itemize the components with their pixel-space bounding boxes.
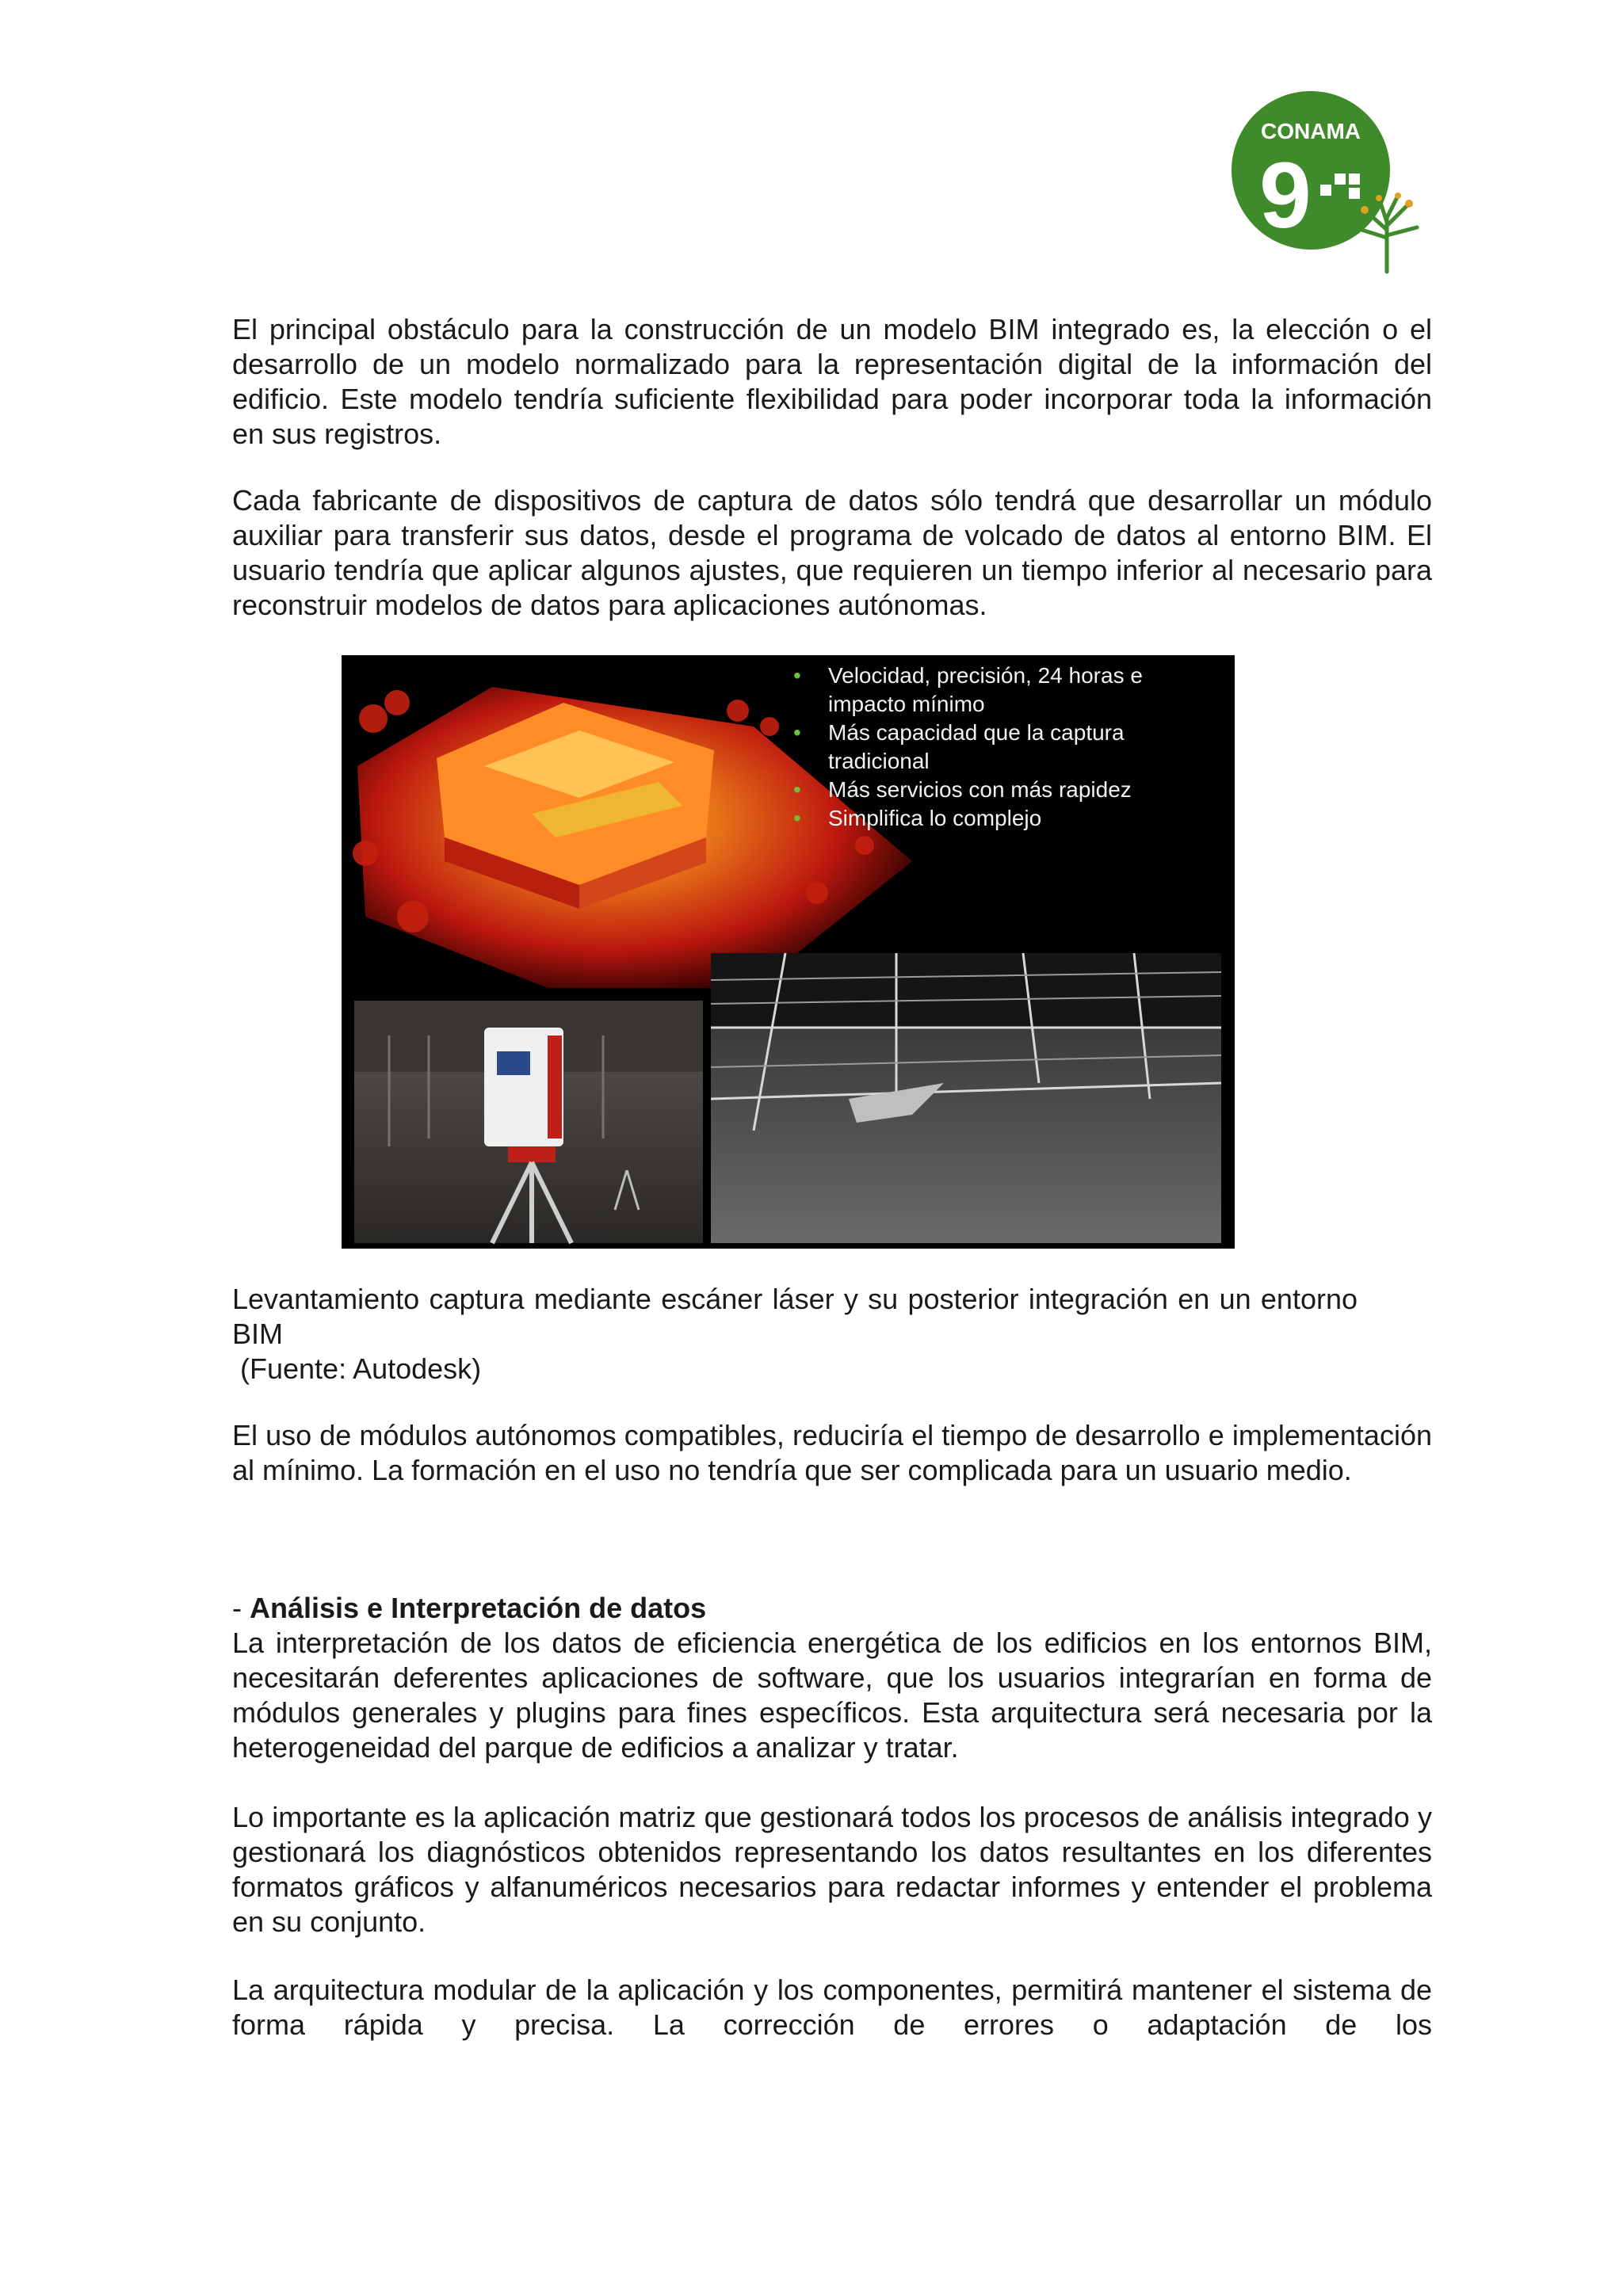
logo-number: 9 xyxy=(1259,143,1312,248)
logo-text: CONAMA xyxy=(1261,119,1361,143)
paragraph-text: La arquitectura modular de la aplicación y los componentes, permitirá mantener el sistema de forma rápida y precisa. La corrección de errores o adaptación de los xyxy=(232,1974,1432,2041)
paragraph-text: La interpretación de los datos de eficiencia energética de los edificios en los entornos BIM, necesitarán deferentes aplicaciones de software, que los usuarios integrarían en forma de módulos generales y plugins para fines específicos. Esta arquitectura será necesaria por la heterogeneidad del parque de edificios a analizar y tratar. xyxy=(232,1627,1432,1764)
paragraph-3 xyxy=(232,1418,1432,1488)
paragraph-2 xyxy=(232,483,1432,623)
paragraph-text: El principal obstáculo para la construcción de un modelo BIM integrado es, la elección o el desarrollo de un modelo normalizado para la representación digital de la información del edificio. Este modelo tendría suficiente flexibilidad para poder incorporar toda la información en sus registros. xyxy=(232,313,1432,450)
conama-logo xyxy=(1228,91,1434,281)
figure-bullet-list xyxy=(793,662,1205,833)
section-prefix: - xyxy=(232,1592,250,1624)
paragraph-text: El uso de módulos autónomos compatibles, reduciría el tiempo de desarrollo e implementación al mínimo. La formación en el uso no tendría que ser complicada para un usuario medio. xyxy=(232,1419,1432,1486)
paragraph-1 xyxy=(232,312,1432,452)
laser-scan-figure xyxy=(342,655,1235,1249)
section-title: Análisis e Interpretación de datos xyxy=(250,1592,707,1624)
figure-bullet: • Simplifica lo complejo xyxy=(793,804,1205,833)
paragraph-5 xyxy=(232,1800,1432,1939)
paragraph-text: Lo importante es la aplicación matriz que gestionará todos los procesos de análisis integrado y gestionará los diagnósticos obtenidos representando los datos resultantes en los diferentes formatos gráficos y alfanuméricos necesarios para redactar informes y entender el problema en su conjunto. xyxy=(232,1801,1432,1938)
caption-source: (Fuente: Autodesk) xyxy=(232,1352,482,1385)
section-analysis xyxy=(232,1591,1432,1765)
figure-bullet: • Más capacidad que la captura tradicional xyxy=(793,719,1205,776)
figure-bullet: • Más servicios con más rapidez xyxy=(793,776,1205,804)
paragraph-text: Cada fabricante de dispositivos de captura de datos sólo tendrá que desarrollar un módulo auxiliar para transferir sus datos, desde el programa de volcado de datos al entorno BIM. El usuario tendría que aplicar algunos ajustes, que requieren un tiempo inferior al necesario para reconstruir modelos de datos para aplicaciones autónomas. xyxy=(232,484,1432,621)
figure-bullet: • Velocidad, precisión, 24 horas e impacto mínimo xyxy=(793,662,1205,719)
section-heading xyxy=(232,1591,1432,1626)
paragraph-6 xyxy=(232,1973,1432,2042)
caption-line-1: Levantamiento captura mediante escáner láser y su posterior integración en un entorno BIM xyxy=(232,1283,1358,1350)
figure-caption xyxy=(232,1282,1358,1386)
